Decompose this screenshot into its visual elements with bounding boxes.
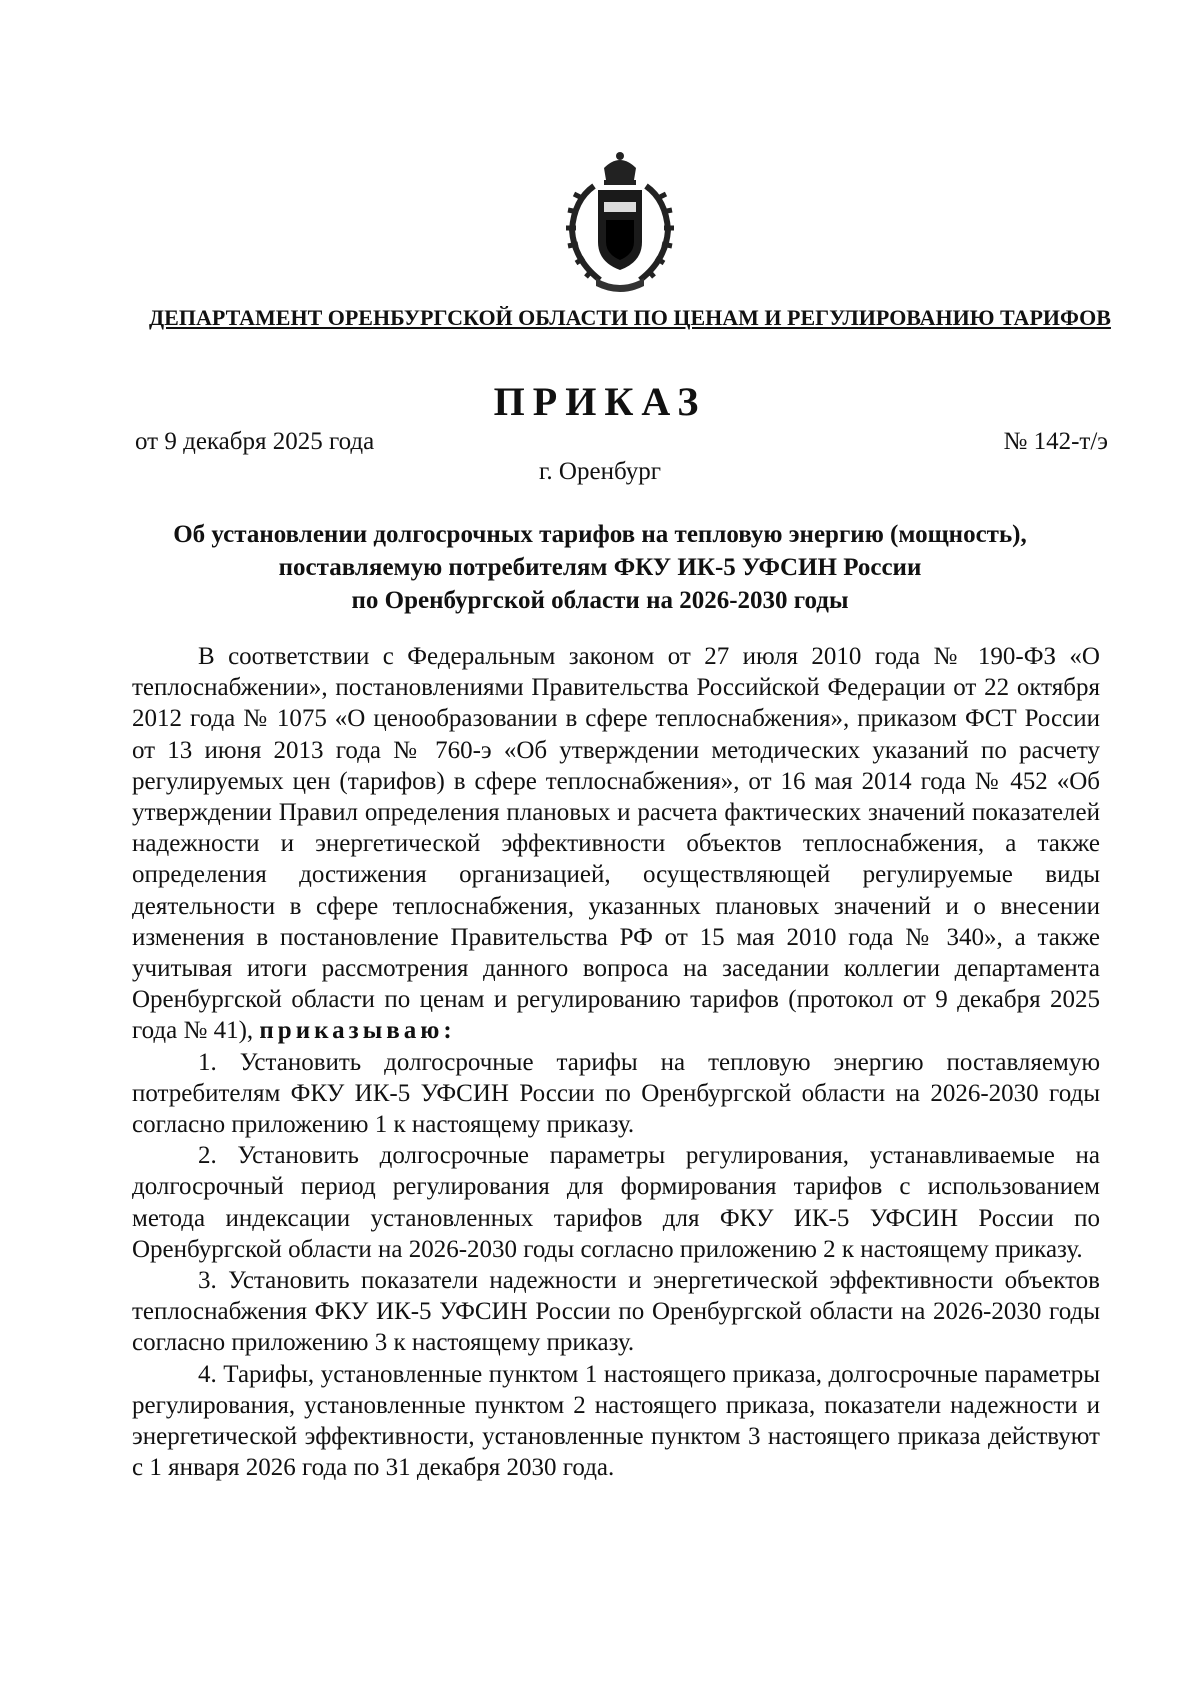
order-title (120, 518, 1080, 617)
order-item-4: 4. Тарифы, установленные пунктом 1 настоящего приказа, долгосрочные параметры регулирования, установленные пунктом 2 настоящего приказа, показатели надежности и энергетической эффективности, установленные пунктом 3 настоящего приказа действуют с 1 января 2026 года по 31 декабря 2030 года. (132, 1360, 1100, 1482)
order-city: г. Оренбург (539, 458, 661, 485)
order-body (132, 641, 1100, 1483)
order-item-2: 2. Установить долгосрочные параметры регулирования, устанавливаемые на долгосрочный период регулирования для формирования тарифов с использованием метода индексации установленных тарифов для ФКУ ИК-5 УФСИН России по Оренбургской области на 2026-2030 годы согласно приложению 2 к настоящему приказу. (132, 1142, 1100, 1263)
document-type-heading: ПРИКАЗ (493, 379, 707, 424)
order-item-3: 3. Установить показатели надежности и энергетической эффективности объектов теплоснабжения ФКУ ИК-5 УФСИН России по Оренбургской области на 2026-2030 годы согласно приложению 3 к настоящему приказу. (132, 1267, 1100, 1357)
title-line: поставляемую потребителям ФКУ ИК-5 УФСИН России (278, 554, 922, 581)
order-number: № 142-т/э (1003, 428, 1108, 455)
preamble-paragraph (132, 641, 1100, 1047)
order-word: приказываю: (259, 1017, 456, 1045)
title-line: по Оренбургской области на 2026-2030 годы (351, 587, 849, 614)
title-line: Об установлении долгосрочных тарифов на тепловую энергию (мощность), (173, 521, 1027, 548)
preamble-text: В соответствии с Федеральным законом от 27 июля 2010 года № 190-ФЗ «О теплоснабжении», постановлениями Правительства Российской Федерации от 22 октября 2012 года № 1075 «О ценообразовании в сфере теплоснабжения», приказом ФСТ России от 13 июня 2013 года № 760-э «Об утверждении методических указаний по расчету регулируемых цен (тарифов) в сфере теплоснабжения», от 16 мая 2014 года № 452 «Об утверждении Правил определения плановых и расчета фактических значений показателей надежности и энергетической эффективности объектов теплоснабжения, а также определения достижения организацией, осуществляющей регулируемые виды деятельности в сфере теплоснабжения, указанных плановых значений и о внесении изменения в постановление Правительства РФ от 15 мая 2010 года № 340», а также учитывая итоги рассмотрения данного вопроса на заседании коллегии департамента Оренбургской области по ценам и регулированию тарифов (протокол от 9 декабря 2025 года № 41), (132, 643, 1100, 1045)
department-name: ДЕПАРТАМЕНТ ОРЕНБУРГСКОЙ ОБЛАСТИ ПО ЦЕНАМ И РЕГУЛИРОВАНИЮ ТАРИФОВ (149, 305, 1111, 330)
order-date: от 9 декабря 2025 года (135, 428, 375, 455)
order-item-1: 1. Установить долгосрочные тарифы на тепловую энергию поставляемую потребителям ФКУ ИК-5 УФСИН России по Оренбургской области на 2026-2030 годы согласно приложению 1 к настоящему приказу. (132, 1048, 1100, 1139)
coat-of-arms-emblem (560, 150, 680, 295)
